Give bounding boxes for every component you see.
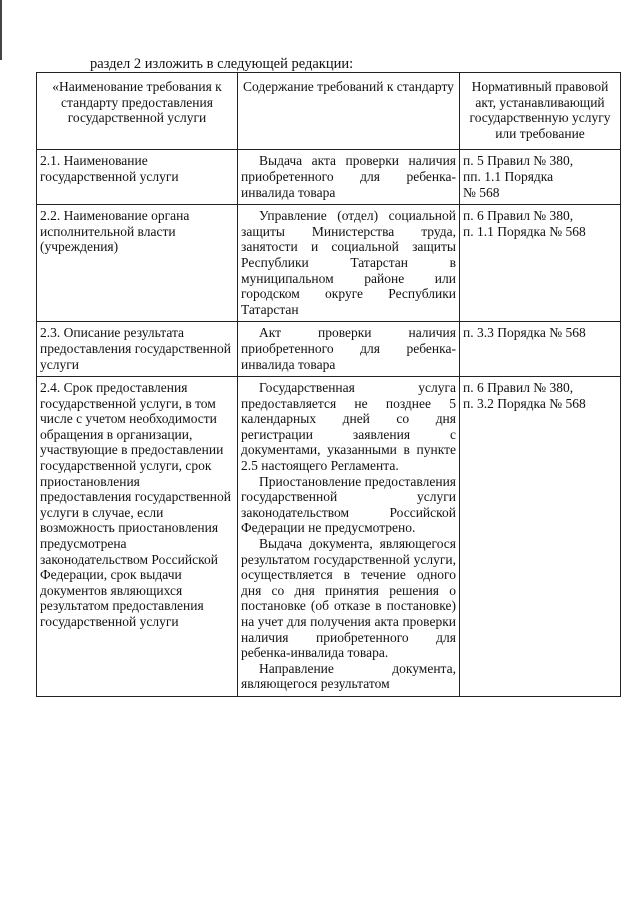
- table-header-row: [37, 73, 621, 150]
- table-row: [37, 205, 621, 322]
- scan-page-edge: [0, 0, 2, 60]
- requirement-name: 2.4. Срок предоставления государственной услуги, в том числе с учетом необходимости обращения в организации, участвующие в предоставлении государственной услуги, срок приостановления предоставления государственной услуги в случае, если возможность приостановления предусмотрена законодательством Российской Федерации, срок выдачи документов являющихся результатом предоставления государственной услуги: [37, 377, 238, 697]
- requirement-content: [238, 150, 460, 205]
- legal-act: п. 3.3 Порядка № 568: [460, 322, 621, 377]
- content-paragraph: Выдача акта проверки наличия приобретенного для ребенка-инвалида товара: [241, 153, 456, 200]
- table-row: [37, 150, 621, 205]
- requirement-name: 2.2. Наименование органа исполнительной власти (учреждения): [37, 205, 238, 322]
- legal-act: п. 6 Правил № 380, п. 1.1 Порядка № 568: [460, 205, 621, 322]
- legal-act: п. 5 Правил № 380, пп. 1.1 Порядка № 568: [460, 150, 621, 205]
- content-paragraph: Выдача документа, являющегося результатом государственной услуги, осуществляется в течение одного дня со дня принятия решения о постановке (об отказе в постановке) на учет для получения акта проверки наличия приобретенного для ребенка-инвалида товара.: [241, 536, 456, 661]
- requirement-content: [238, 322, 460, 377]
- content-paragraph: Государственная услуга предоставляется не позднее 5 календарных дней со дня регистрации заявления с документами, указанными в пункте 2.5 настоящего Регламента.: [241, 380, 456, 474]
- requirement-content: [238, 377, 460, 697]
- table-row: [37, 322, 621, 377]
- requirement-name: 2.3. Описание результата предоставления государственной услуги: [37, 322, 238, 377]
- intro-text: раздел 2 изложить в следующей редакции:: [90, 56, 354, 72]
- legal-act: п. 6 Правил № 380, п. 3.2 Порядка № 568: [460, 377, 621, 697]
- content-paragraph: Приостановление предоставления государственной услуги законодательством Российской Федерации не предусмотрено.: [241, 473, 456, 536]
- header-legal-act: Нормативный правовой акт, устанавливающий государственную услугу или требование: [460, 73, 621, 150]
- header-requirement-content: Содержание требований к стандарту: [238, 73, 460, 150]
- requirement-name: 2.1. Наименование государственной услуги: [37, 150, 238, 205]
- content-paragraph: Направление документа, являющегося результатом: [241, 660, 456, 692]
- requirement-content: [238, 205, 460, 322]
- content-paragraph: Управление (отдел) социальной защиты Министерства труда, занятости и социальной защиты Республики Татарстан в муниципальном районе или городском округе Республики Татарстан: [241, 208, 456, 317]
- header-requirement-name: «Наименование требования к стандарту предоставления государственной услуги: [37, 73, 238, 150]
- table-row: [37, 377, 621, 697]
- content-paragraph: Акт проверки наличия приобретенного для ребенка-инвалида товара: [241, 325, 456, 372]
- requirements-table: [36, 72, 621, 697]
